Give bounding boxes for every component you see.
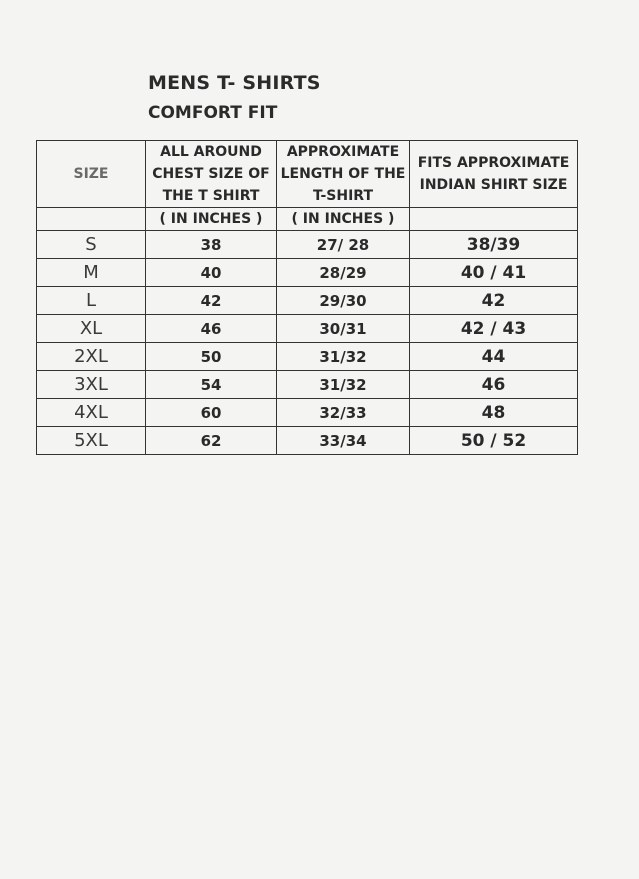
size-cell: 4XL bbox=[37, 399, 146, 427]
table-row bbox=[37, 287, 578, 315]
fit-cell: 48 bbox=[410, 399, 578, 427]
length-cell: 27/ 28 bbox=[277, 231, 410, 259]
table-row bbox=[37, 343, 578, 371]
units-size bbox=[37, 208, 146, 231]
chest-cell: 40 bbox=[146, 259, 277, 287]
table-body bbox=[37, 231, 578, 455]
document-title: MENS T- SHIRTS bbox=[148, 72, 321, 94]
header-size: SIZE bbox=[37, 141, 146, 208]
units-length: ( IN INCHES ) bbox=[277, 208, 410, 231]
header-fits: FITS APPROXIMATE INDIAN SHIRT SIZE bbox=[410, 141, 578, 208]
fit-cell: 42 / 43 bbox=[410, 315, 578, 343]
chest-cell: 60 bbox=[146, 399, 277, 427]
header-length: APPROXIMATE LENGTH OF THE T-SHIRT bbox=[277, 141, 410, 208]
table-row bbox=[37, 427, 578, 455]
length-cell: 29/30 bbox=[277, 287, 410, 315]
fit-cell: 46 bbox=[410, 371, 578, 399]
header-chest: ALL AROUND CHEST SIZE OF THE T SHIRT bbox=[146, 141, 277, 208]
fit-cell: 38/39 bbox=[410, 231, 578, 259]
size-cell: L bbox=[37, 287, 146, 315]
chest-cell: 54 bbox=[146, 371, 277, 399]
length-cell: 31/32 bbox=[277, 371, 410, 399]
length-cell: 33/34 bbox=[277, 427, 410, 455]
table-units-row bbox=[37, 208, 578, 231]
size-cell: 3XL bbox=[37, 371, 146, 399]
chest-cell: 46 bbox=[146, 315, 277, 343]
fit-cell: 40 / 41 bbox=[410, 259, 578, 287]
table-header-row bbox=[37, 141, 578, 208]
fit-cell: 42 bbox=[410, 287, 578, 315]
size-cell: 2XL bbox=[37, 343, 146, 371]
size-cell: 5XL bbox=[37, 427, 146, 455]
table-row bbox=[37, 259, 578, 287]
table-row bbox=[37, 371, 578, 399]
size-cell: S bbox=[37, 231, 146, 259]
table-row bbox=[37, 399, 578, 427]
chest-cell: 50 bbox=[146, 343, 277, 371]
length-cell: 30/31 bbox=[277, 315, 410, 343]
length-cell: 32/33 bbox=[277, 399, 410, 427]
table-row bbox=[37, 315, 578, 343]
chest-cell: 62 bbox=[146, 427, 277, 455]
units-chest: ( IN INCHES ) bbox=[146, 208, 277, 231]
size-cell: XL bbox=[37, 315, 146, 343]
units-fits bbox=[410, 208, 578, 231]
length-cell: 31/32 bbox=[277, 343, 410, 371]
size-cell: M bbox=[37, 259, 146, 287]
table-row bbox=[37, 231, 578, 259]
fit-cell: 44 bbox=[410, 343, 578, 371]
size-chart-table bbox=[36, 140, 578, 455]
document-subtitle: COMFORT FIT bbox=[148, 103, 278, 123]
fit-cell: 50 / 52 bbox=[410, 427, 578, 455]
length-cell: 28/29 bbox=[277, 259, 410, 287]
chest-cell: 42 bbox=[146, 287, 277, 315]
chest-cell: 38 bbox=[146, 231, 277, 259]
